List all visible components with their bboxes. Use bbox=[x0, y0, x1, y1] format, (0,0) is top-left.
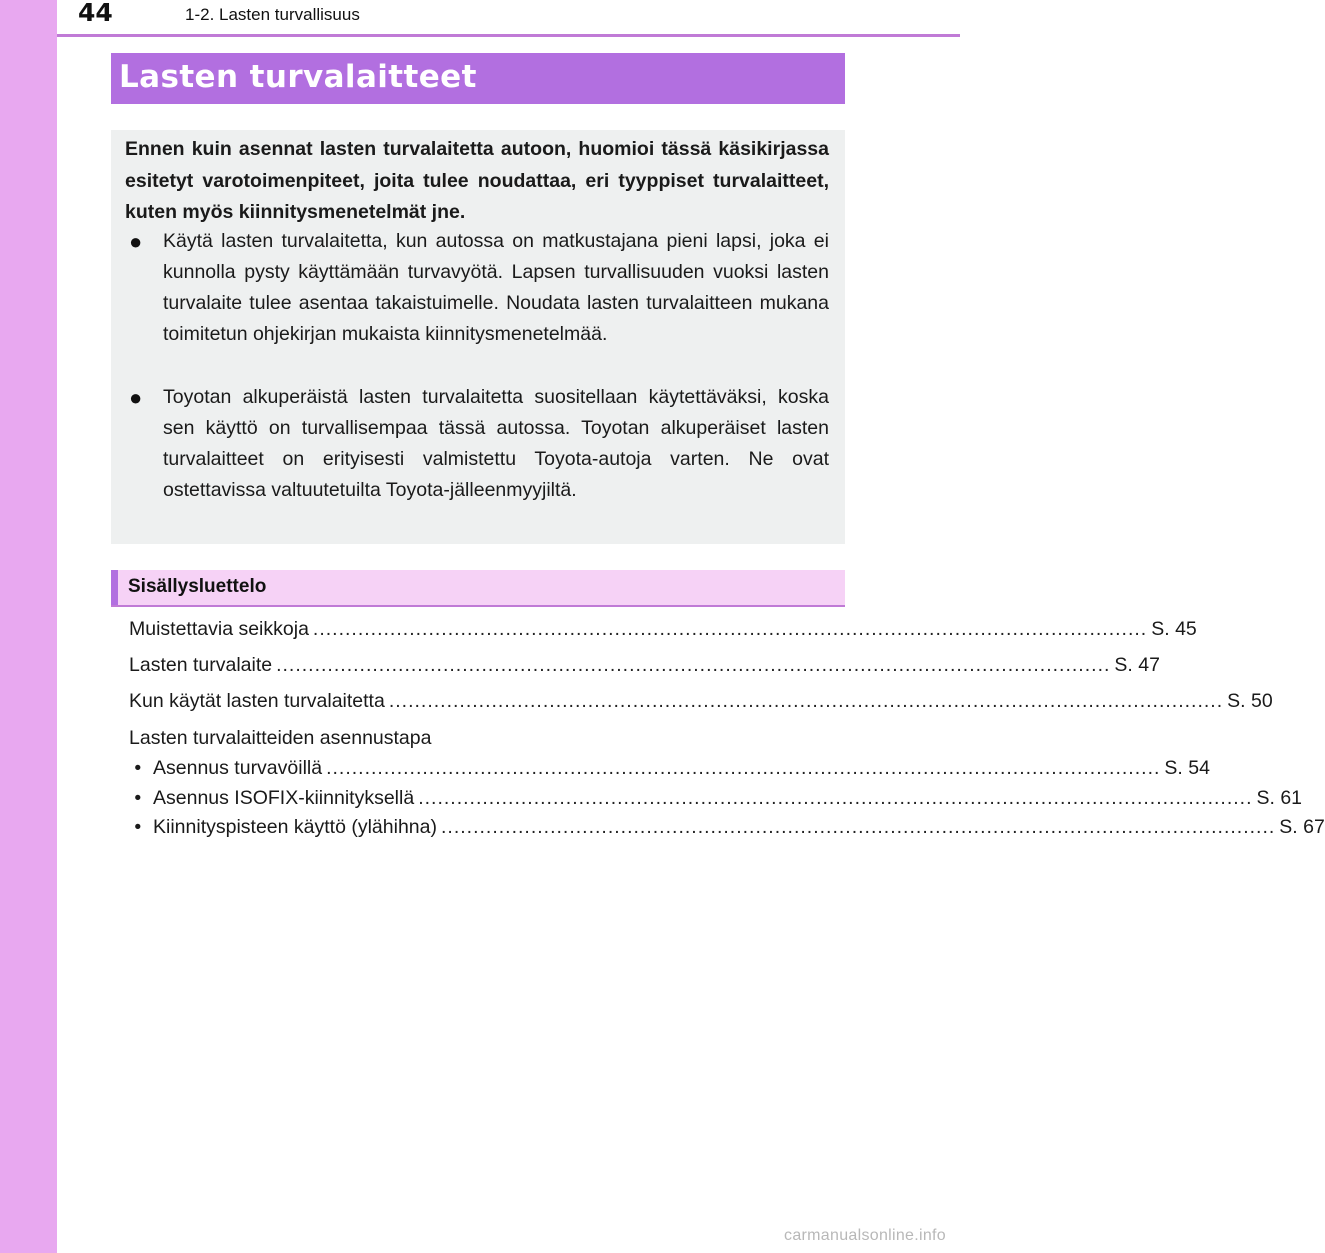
toc-item-page: S. 54 bbox=[1164, 757, 1210, 779]
bullet-icon: • bbox=[129, 757, 142, 779]
page-title: Lasten turvalaitteet bbox=[119, 59, 477, 95]
bullet-dot-icon: ● bbox=[129, 385, 143, 410]
toc-item-title: Kun käytät lasten turvalaitetta bbox=[129, 690, 385, 712]
toc-leader: .................................................................................................................................. bbox=[388, 690, 1224, 712]
toc-subitem-title: • Kiinnityspisteen käyttö (ylähihna) bbox=[129, 816, 437, 838]
toc-subitem-title: • Asennus turvavöillä bbox=[129, 757, 323, 779]
toc-leader: .................................................................................................................................. bbox=[440, 816, 1276, 838]
toc-item[interactable] bbox=[129, 616, 1197, 642]
toc-leader: .................................................................................................................................. bbox=[326, 757, 1161, 779]
toc-heading: Sisällysluettelo bbox=[128, 576, 267, 597]
toc-item[interactable] bbox=[129, 652, 1160, 678]
header-divider bbox=[57, 34, 960, 37]
toc-item-page: S. 47 bbox=[1114, 654, 1160, 676]
toc-subitem[interactable] bbox=[129, 755, 1210, 781]
toc-leader: .................................................................................................................................. bbox=[418, 787, 1253, 809]
bullet-text: Käytä lasten turvalaitetta, kun autossa on matkustajana pieni lapsi, joka ei kunnolla pysty käyttämään turvavyötä. Lapsen turvallisuuden vuoksi lasten turvalaite tulee asentaa takaistuimelle. Noudata lasten turvalaitteen mukana toimitetun ohjekirjan mukaista kiinnitysmenetelmää. bbox=[163, 230, 829, 345]
section-label: 1-2. Lasten turvallisuus bbox=[185, 5, 360, 24]
toc-leader: .................................................................................................................................. bbox=[276, 654, 1111, 676]
toc-subitem[interactable] bbox=[129, 814, 1325, 840]
notice-box bbox=[111, 130, 845, 544]
toc-group-title: Lasten turvalaitteiden asennustapa bbox=[129, 727, 432, 749]
notice-bullet bbox=[129, 382, 829, 506]
page-number: 44 bbox=[78, 0, 113, 27]
watermark: carmanualsonline.info bbox=[784, 1227, 946, 1244]
toc-item-page: S. 61 bbox=[1256, 787, 1303, 809]
bullet-icon: • bbox=[129, 816, 142, 838]
toc-header bbox=[111, 570, 845, 607]
bullet-dot-icon: ● bbox=[129, 229, 143, 254]
toc-item-title: Lasten turvalaite bbox=[129, 654, 273, 676]
title-bar bbox=[111, 53, 845, 104]
toc-item-page: S. 67 bbox=[1279, 816, 1325, 838]
notice-intro: Ennen kuin asennat lasten turvalaitetta autoon, huomioi tässä käsikirjassa esitetyt varotoimenpiteet, joita tulee noudattaa, eri tyyppiset turvalaitteet, kuten myös kiinnitysmenetelmät jne. bbox=[125, 138, 829, 223]
toc-subitem-title: • Asennus ISOFIX-kiinnityksellä bbox=[129, 787, 415, 809]
toc-item-page: S. 50 bbox=[1227, 690, 1273, 712]
toc-item-title: Muistettavia seikkoja bbox=[129, 618, 309, 640]
toc-item[interactable] bbox=[129, 688, 1273, 714]
toc-item-page: S. 45 bbox=[1151, 618, 1197, 640]
notice-bullet bbox=[129, 226, 829, 350]
side-color-strip bbox=[0, 0, 57, 1253]
bullet-text: Toyotan alkuperäistä lasten turvalaitetta suositellaan käytettäväksi, koska sen käyttö on turvallisempaa tässä autossa. Toyotan alkuperäiset lasten turvalaitteet on erityisesti valmistettu Toyota-autoja varten. Ne ovat ostettavissa valtuutetuilta Toyota-jälleenmyyjiltä. bbox=[163, 386, 829, 501]
bullet-icon: • bbox=[129, 787, 142, 809]
toc-leader: .................................................................................................................................. bbox=[312, 618, 1148, 640]
toc-subitem[interactable] bbox=[129, 785, 1303, 811]
toc-header-accent bbox=[111, 570, 118, 605]
